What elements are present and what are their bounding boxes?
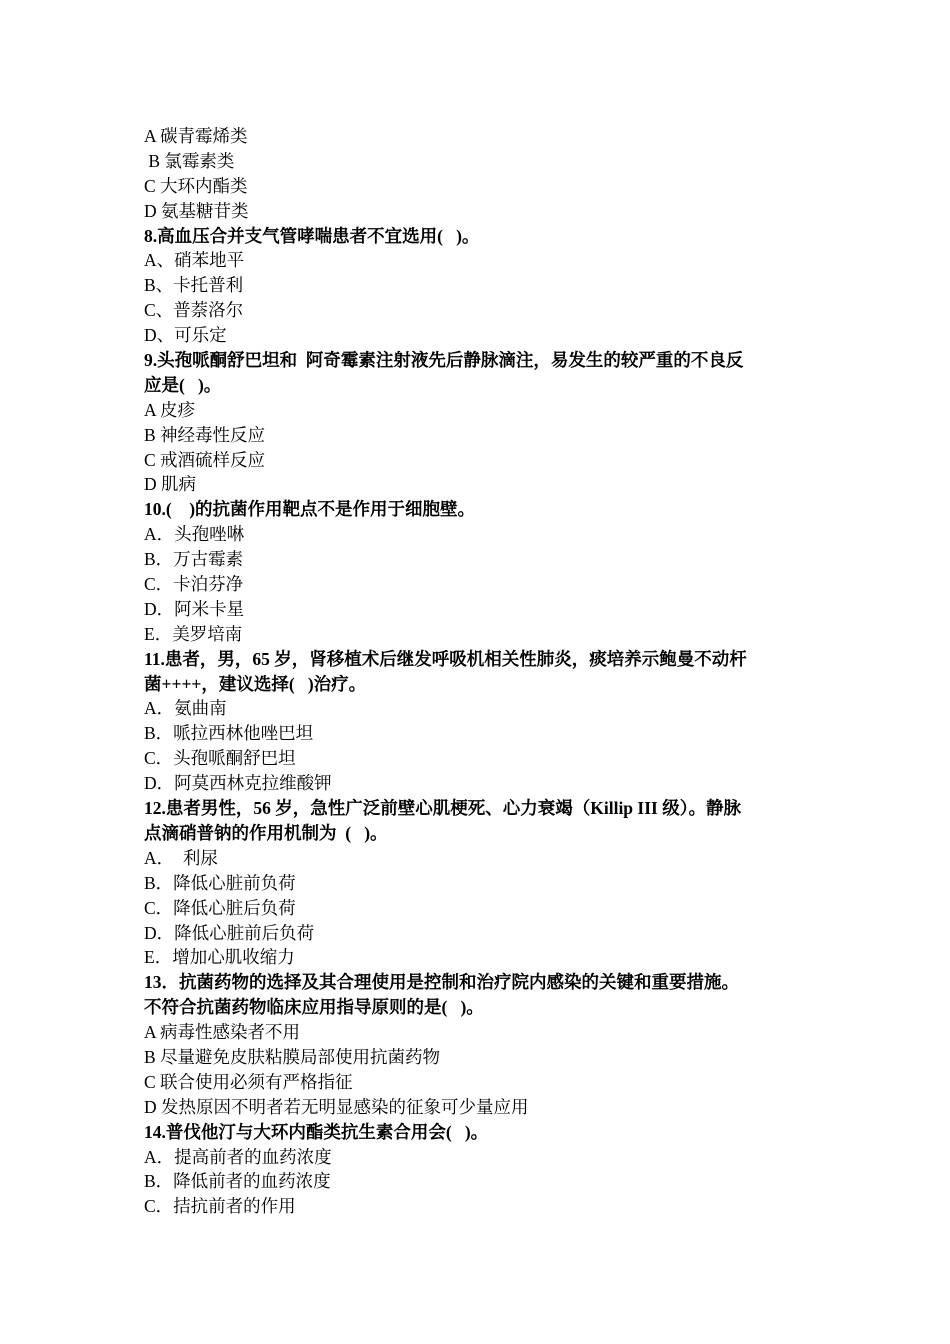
answer-option: C．降低心脏后负荷 [144, 897, 296, 918]
question-text-line: 14.普伐他汀与大环内酯类抗生素合用会( )。 [144, 1121, 489, 1142]
answer-option: A 病毒性感染者不用 [144, 1022, 301, 1043]
answer-option: B．哌拉西林他唑巴坦 [144, 723, 314, 744]
answer-option: B 氯霉素类 [144, 150, 235, 171]
answer-option: D 氨基糖苷类 [144, 200, 249, 221]
answer-option: A．氨曲南 [144, 698, 227, 719]
answer-option: C、普萘洛尔 [144, 300, 244, 321]
question-text-line: 点滴硝普钠的作用机制为 ( )。 [144, 822, 388, 843]
question-text-line: 菌++++，建议选择( )治疗。 [144, 673, 367, 694]
answer-option: C 联合使用必须有严格指征 [144, 1071, 353, 1092]
question-text-line: 8.高血压合并支气管哮喘患者不宜选用( )。 [144, 225, 480, 246]
answer-option: A． 利尿 [144, 847, 218, 868]
question-text-line: 不符合抗菌药物临床应用指导原则的是( )。 [144, 997, 484, 1018]
question-text-line: 应是( )。 [144, 374, 222, 395]
answer-option: B 尽量避免皮肤粘膜局部使用抗菌药物 [144, 1046, 441, 1067]
document-body [144, 124, 812, 1219]
question-text-line: 12.患者男性，56 岁，急性广泛前壁心肌梗死、心力衰竭（Killip III 级）。静脉 [144, 798, 741, 819]
answer-option: D、可乐定 [144, 325, 227, 346]
answer-option: A 皮疹 [144, 399, 196, 420]
answer-option: B．降低心脏前负荷 [144, 872, 296, 893]
answer-option: D．阿米卡星 [144, 598, 245, 619]
question-text-line: 13．抗菌药物的选择及其合理使用是控制和治疗院内感染的关键和重要措施。 [144, 972, 739, 993]
answer-option: C 戒酒硫样反应 [144, 449, 266, 470]
answer-option: D．阿莫西林克拉维酸钾 [144, 773, 332, 794]
answer-option: D 肌病 [144, 474, 197, 495]
answer-option: B．降低前者的血药浓度 [144, 1171, 331, 1192]
answer-option: E．增加心肌收缩力 [144, 947, 295, 968]
answer-option: A．提高前者的血药浓度 [144, 1146, 332, 1167]
answer-option: D 发热原因不明者若无明显感染的征象可少量应用 [144, 1096, 529, 1117]
answer-option: D．降低心脏前后负荷 [144, 922, 315, 943]
answer-option: C．拮抗前者的作用 [144, 1196, 296, 1217]
answer-option: A．头孢唑啉 [144, 524, 245, 545]
question-text-line: 10.( )的抗菌作用靶点不是作用于细胞壁。 [144, 499, 476, 520]
question-text-line: 9.头孢哌酮舒巴坦和 阿奇霉素注射液先后静脉滴注，易发生的较严重的不良反 [144, 350, 744, 371]
answer-option: A 碳青霉烯类 [144, 126, 248, 146]
question-text-line: 11.患者，男，65 岁，肾移植术后继发呼吸机相关性肺炎，痰培养示鲍曼不动杆 [144, 648, 747, 669]
answer-option: B 神经毒性反应 [144, 424, 266, 445]
answer-option: A、硝苯地平 [144, 250, 245, 271]
answer-option: C．头孢哌酮舒巴坦 [144, 748, 296, 769]
answer-option: C．卡泊芬净 [144, 574, 244, 595]
answer-option: C 大环内酯类 [144, 175, 248, 196]
answer-option: E．美罗培南 [144, 623, 243, 644]
answer-option: B、卡托普利 [144, 275, 244, 296]
answer-option: B．万古霉素 [144, 549, 244, 570]
